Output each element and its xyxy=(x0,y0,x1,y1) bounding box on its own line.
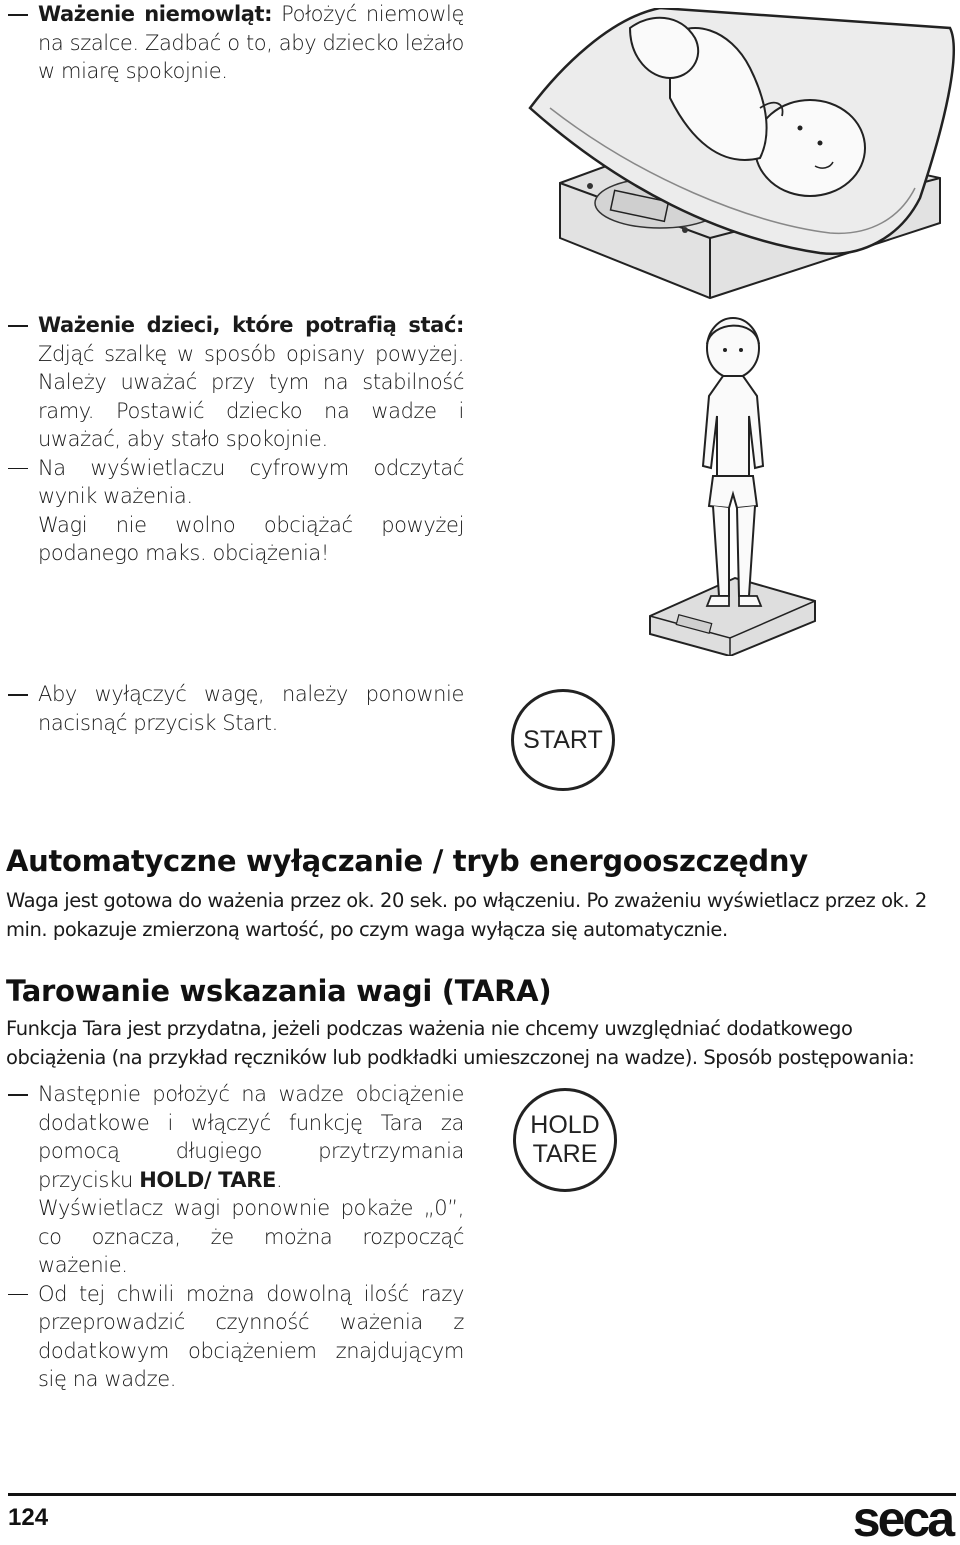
list-item xyxy=(8,454,464,511)
hold-tare-button[interactable] xyxy=(513,1088,617,1192)
hold-tare-key: HOLD/ TARE xyxy=(139,1167,276,1192)
item-text: Aby wyłączyć wagę, należy ponownie nacisnąć przycisk Start. xyxy=(38,682,464,735)
item-text: Zdjąć szalkę w sposób opisany powyżej. Należy uważać przy tym na stabilność ramy. Postawić dziecko na wadze i uważać, aby stało spokojnie. xyxy=(38,341,464,451)
hold-label: HOLD xyxy=(530,1111,600,1139)
infant-scale-illustration xyxy=(520,8,960,300)
tara-heading: Tarowanie wskazania wagi (TARA) xyxy=(6,974,552,1008)
seca-logo: seca xyxy=(852,1491,952,1545)
tara-paragraph: Funkcja Tara jest przydatna, jeżeli podczas ważenia nie chcemy uwzględniać dodatkowego obciążenia (na przykład ręczników lub podkładki umieszczonej na wadze). Sposób postępowania: xyxy=(6,1017,915,1069)
start-button-label: START xyxy=(523,725,603,754)
item-label: Ważenie dzieci, które potrafią stać: xyxy=(38,313,464,337)
list-item xyxy=(8,1080,464,1194)
standing-child-illustration xyxy=(645,316,820,656)
item-text: Na wyświetlaczu cyfrowym odczytać wynik ważenia. xyxy=(38,455,464,508)
warning-text: Wagi nie wolno obciążać powyżej podanego maks. obciążenia! xyxy=(38,512,464,565)
start-button[interactable] xyxy=(511,689,615,791)
item-label: Ważenie niemowląt: xyxy=(38,2,273,26)
auto-off-heading: Automatyczne wyłączanie / tryb energooszczędny xyxy=(6,844,808,878)
list-item xyxy=(8,311,464,454)
switch-off-text xyxy=(8,680,464,737)
page-number: 124 xyxy=(8,1504,49,1531)
footer-divider xyxy=(8,1493,956,1496)
tara-steps xyxy=(8,1080,464,1394)
item-text: Następnie położyć na wadze obciążenie dodatkowe i włączyć funkcję Tara za pomocą długiego przytrzymania przycisku xyxy=(38,1082,464,1192)
auto-off-paragraph: Waga jest gotowa do ważenia przez ok. 20 sek. po włączeniu. Po zważeniu wyświetlacz przez ok. 2 min. pokazuje zmierzoną wartość, po czym waga wyłącza się automatycznie. xyxy=(6,889,927,941)
item-text-end: . xyxy=(275,1167,283,1192)
tara-display-note: Wyświetlacz wagi ponownie pokaże „0”, co oznacza, że można rozpocząć ważenie. xyxy=(38,1196,464,1277)
list-item xyxy=(8,0,464,86)
item-text: Od tej chwili można dowolną ilość razy przeprowadzić czynność ważenia z dodatkowym obciążeniem znajdującym się na wadze. xyxy=(38,1281,464,1391)
infant-weighing-text xyxy=(8,0,464,86)
item-text: Położyć niemowlę na szalce. Zadbać o to, aby dziecko leżało w miarę spokojnie. xyxy=(38,2,464,83)
list-item xyxy=(8,680,464,737)
list-item xyxy=(8,1280,464,1394)
standing-weighing-text xyxy=(8,311,464,568)
tare-label: TARE xyxy=(532,1140,598,1168)
